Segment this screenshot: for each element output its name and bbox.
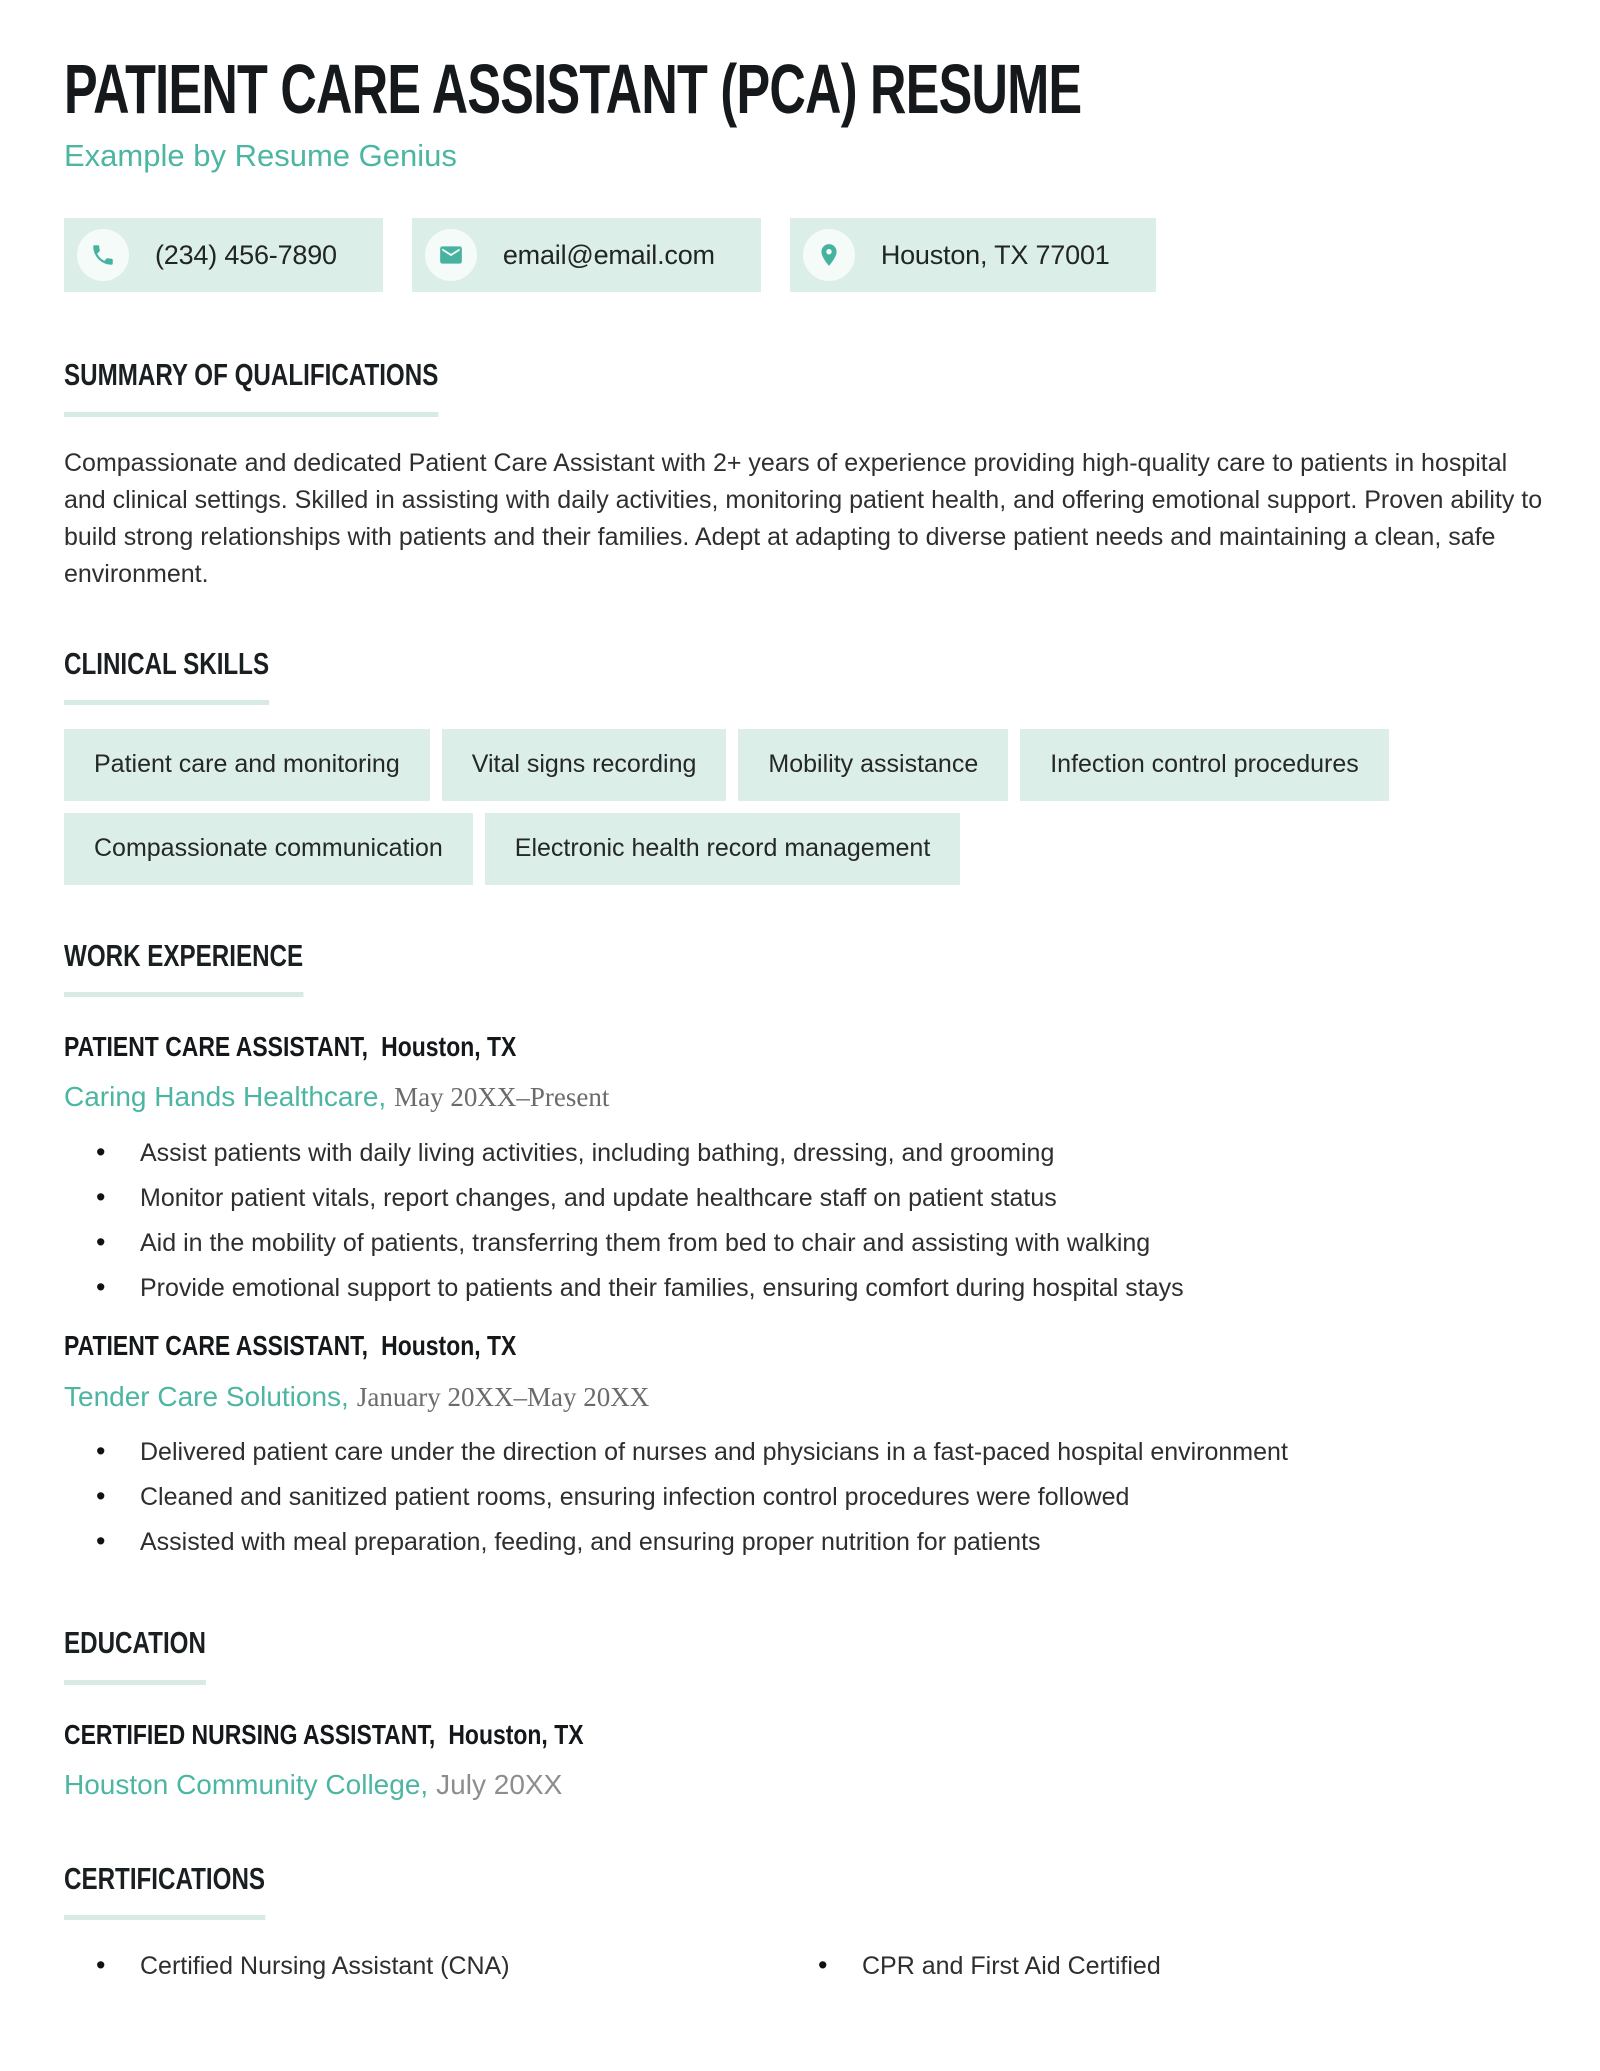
job-bullet: • Assist patients with daily living activities, including bathing, dressing, and grooming xyxy=(140,1137,1544,1169)
education-date: July 20XX xyxy=(436,1768,563,1800)
skill-chip: Vital signs recording xyxy=(442,729,727,801)
contact-location-text: Houston, TX 77001 xyxy=(880,239,1110,270)
certification-item: • CPR and First Aid Certified xyxy=(862,1950,1544,1982)
skill-chip: Mobility assistance xyxy=(738,729,1008,801)
skill-chip: Compassionate communication xyxy=(64,813,473,885)
skills-heading: CLINICAL SKILLS xyxy=(64,645,269,705)
job-bullet-list xyxy=(64,1436,1544,1558)
section-clinical-skills xyxy=(64,645,1544,885)
contact-phone-text: (234) 456-7890 xyxy=(155,239,337,270)
contact-email-text: email@email.com xyxy=(502,239,715,270)
contact-phone-pill xyxy=(64,218,383,292)
page-title: PATIENT CARE ASSISTANT (PCA) RESUME xyxy=(64,50,1082,128)
job-title xyxy=(64,1029,1278,1065)
page-subtitle: Example by Resume Genius xyxy=(64,138,457,174)
certifications-list xyxy=(64,1950,1544,1982)
education-entry xyxy=(64,1717,1544,1805)
contact-email-pill xyxy=(412,218,761,292)
contact-row xyxy=(64,218,1544,292)
location-icon xyxy=(803,229,855,281)
job-bullet: • Provide emotional support to patients and their families, ensuring comfort during hospital stays xyxy=(140,1272,1544,1304)
skill-chip: Electronic health record management xyxy=(485,813,961,885)
job-company-line xyxy=(64,1377,1544,1417)
section-certifications xyxy=(64,1860,1544,1982)
phone-icon xyxy=(77,229,129,281)
summary-paragraph: Compassionate and dedicated Patient Care Assistant with 2+ years of experience providing high-quality care to patients in hospital and clinical settings. Skilled in assisting with daily activities, monitoring patient health, and offering emotional support. Proven ability to build strong relationships with patients and their families. Adept at adapting to diverse patient needs and maintaining a clean, safe environment. xyxy=(64,448,1543,588)
job-bullet: • Delivered patient care under the direction of nurses and physicians in a fast-paced hospital environment xyxy=(140,1436,1544,1468)
job-bullet: • Assisted with meal preparation, feeding, and ensuring proper nutrition for patients xyxy=(140,1526,1544,1558)
job-bullet: • Monitor patient vitals, report changes, and update healthcare staff on patient status xyxy=(140,1182,1544,1214)
job-location: Houston, TX xyxy=(381,1030,517,1062)
education-degree: CERTIFIED NURSING ASSISTANT, xyxy=(64,1718,436,1750)
skills-chip-list xyxy=(64,729,1494,885)
job-entry-1 xyxy=(64,1029,1544,1304)
section-education xyxy=(64,1624,1544,1804)
job-role: PATIENT CARE ASSISTANT, xyxy=(64,1330,369,1362)
education-location: Houston, TX xyxy=(448,1718,584,1750)
certification-item: • Certified Nursing Assistant (CNA) xyxy=(140,1950,822,1982)
job-title xyxy=(64,1328,1278,1364)
job-company: Tender Care Solutions, xyxy=(64,1380,349,1412)
summary-heading: SUMMARY OF QUALIFICATIONS xyxy=(64,356,438,416)
job-bullet-list xyxy=(64,1137,1544,1304)
education-heading: EDUCATION xyxy=(64,1624,206,1684)
skill-chip: Patient care and monitoring xyxy=(64,729,430,801)
education-school: Houston Community College, xyxy=(64,1768,429,1800)
contact-location-pill xyxy=(790,218,1156,292)
job-bullet: • Aid in the mobility of patients, transferring them from bed to chair and assisting with walking xyxy=(140,1227,1544,1259)
education-degree-line xyxy=(64,1717,1278,1753)
job-location: Houston, TX xyxy=(381,1330,517,1362)
job-entry-2 xyxy=(64,1328,1544,1558)
education-school-line xyxy=(64,1765,1544,1804)
job-company-line xyxy=(64,1077,1544,1117)
job-bullet: • Cleaned and sanitized patient rooms, ensuring infection control procedures were followed xyxy=(140,1481,1544,1513)
job-dates: May 20XX–Present xyxy=(394,1082,610,1113)
certifications-heading: CERTIFICATIONS xyxy=(64,1860,265,1920)
experience-heading: WORK EXPERIENCE xyxy=(64,937,303,997)
job-company: Caring Hands Healthcare, xyxy=(64,1081,387,1113)
job-dates: January 20XX–May 20XX xyxy=(356,1381,650,1412)
section-summary xyxy=(64,356,1544,592)
skill-chip: Infection control procedures xyxy=(1020,729,1389,801)
job-role: PATIENT CARE ASSISTANT, xyxy=(64,1030,369,1062)
email-icon xyxy=(425,229,477,281)
section-work-experience xyxy=(64,937,1544,1559)
